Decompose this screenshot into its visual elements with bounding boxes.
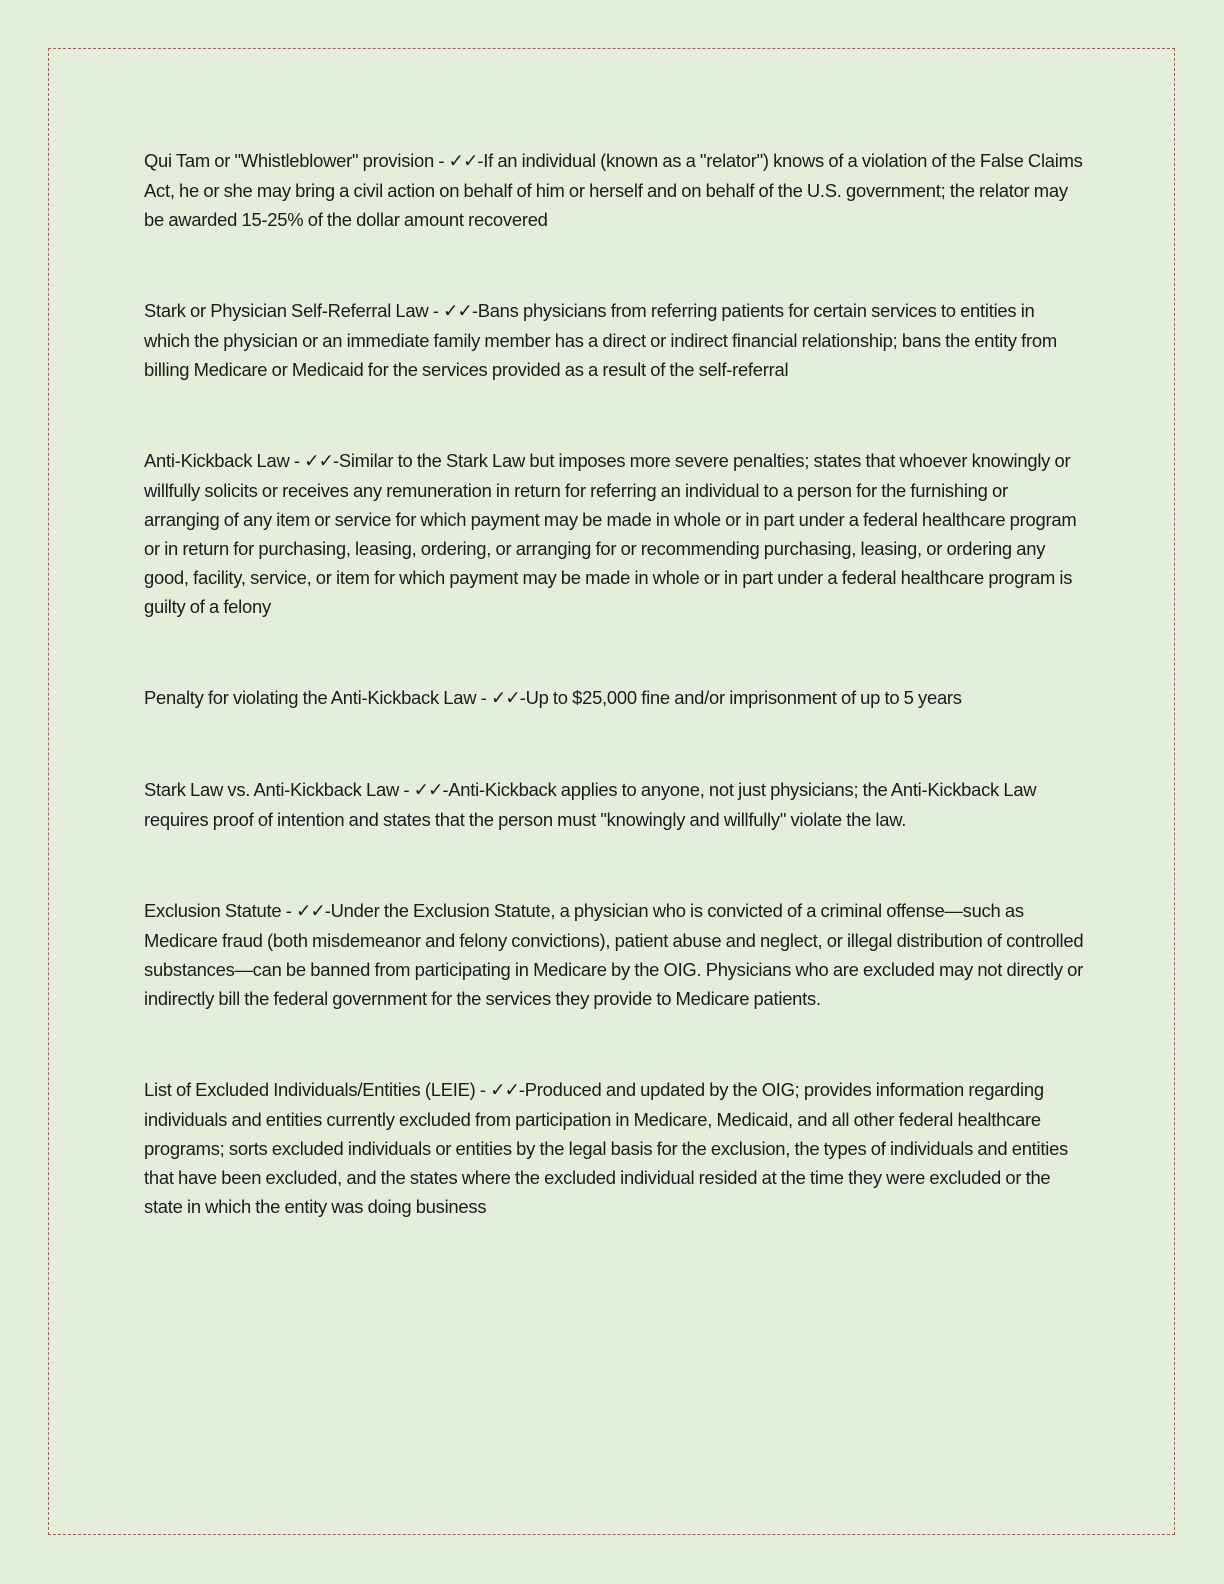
double-check-icon: ✓✓ (295, 901, 325, 922)
entry-term: Stark or Physician Self-Referral Law (144, 300, 429, 321)
double-check-icon: ✓✓ (413, 780, 443, 801)
entry-definition: Anti-Kickback applies to anyone, not just physicians; the Anti-Kickback Law requires proof of intention and states that the person must "knowingly and willfully" violate the law. (144, 779, 1037, 830)
flashcard-entry: Qui Tam or "Whistleblower" provision - ✓✓-If an individual (known as a "relator") knows of a violation of the False Claims Act, he or she may bring a civil action on behalf of him or herself and on behalf of the U.S. government; the relator may be awarded 15-25% of the dollar amount recovered (144, 150, 1083, 230)
entry-term: List of Excluded Individuals/Entities (LEIE) (144, 1079, 476, 1100)
flashcard-entry: Stark Law vs. Anti-Kickback Law - ✓✓-Anti-Kickback applies to anyone, not just physicians; the Anti-Kickback Law requires proof of intention and states that the person must "knowingly and willfully" violate the law. (144, 779, 1037, 830)
flashcard-entry: List of Excluded Individuals/Entities (LEIE) - ✓✓-Produced and updated by the OIG; provides information regarding individuals and entities currently excluded from participation in Medicare, Medicaid, and all other federal healthcare programs; sorts excluded individuals or entities by the legal basis for the exclusion, the types of individuals and entities that have been excluded, and the states where the excluded individual resided at the time they were excluded or the state in which the entity was doing business (144, 1079, 1068, 1217)
entry-term: Penalty for violating the Anti-Kickback Law (144, 687, 477, 708)
double-check-icon: ✓✓ (448, 151, 478, 172)
flashcard-entry: Exclusion Statute - ✓✓-Under the Exclusion Statute, a physician who is convicted of a criminal offense—such as Medicare fraud (both misdemeanor and felony convictions), patient abuse and neglect, or illegal distribution of controlled substances—can be banned from participating in Medicare by the OIG. Physicians who are excluded may not directly or indirectly bill the federal government for the services they provide to Medicare patients. (144, 900, 1084, 1009)
entry-term: Exclusion Statute (144, 900, 282, 921)
entry-definition: Produced and updated by the OIG; provides information regarding individuals and entities currently excluded from participation in Medicare, Medicaid, and all other federal healthcare programs; sorts excluded individuals or entities by the legal basis for the exclusion, the types of individuals and entities that have been excluded, and the states where the excluded individual resided at the time they were excluded or the state in which the entity was doing business (144, 1079, 1068, 1217)
double-check-icon: ✓✓ (490, 688, 520, 709)
double-check-icon: ✓✓ (304, 451, 333, 472)
flashcard-entry: Penalty for violating the Anti-Kickback Law - ✓✓-Up to $25,000 fine and/or imprisonment of up to 5 years (144, 687, 962, 709)
flashcard-list (144, 146, 1084, 1283)
double-check-icon: ✓✓ (442, 301, 472, 322)
entry-definition: Up to $25,000 fine and/or imprisonment of up to 5 years (525, 687, 962, 708)
entry-definition: Bans physicians from referring patients for certain services to entities in which the physician or an immediate family member has a direct or indirect financial relationship; bans the entity from billing Medicare or Medicaid for the services provided as a result of the self-referral (144, 300, 1057, 380)
entry-term: Stark Law vs. Anti-Kickback Law (144, 779, 399, 800)
entry-definition: Similar to the Stark Law but imposes more severe penalties; states that whoever knowingly or willfully solicits or receives any remuneration in return for referring an individual to a person for the furnishing or arranging of any item or service for which payment may be made in whole or in part under a federal healthcare program or in return for purchasing, leasing, ordering, or arranging for or recommending purchasing, leasing, or ordering any good, facility, service, or item for which payment may be made in whole or in part under a federal healthcare program is guilty of a felony (144, 450, 1077, 617)
flashcard-entry: Anti-Kickback Law - ✓✓-Similar to the Stark Law but imposes more severe penalties; states that whoever knowingly or willfully solicits or receives any remuneration in return for referring an individual to a person for the furnishing or arranging of any item or service for which payment may be made in whole or in part under a federal healthcare program or in return for purchasing, leasing, ordering, or arranging for or recommending purchasing, leasing, or ordering any good, facility, service, or item for which payment may be made in whole or in part under a federal healthcare program is guilty of a felony (144, 450, 1077, 617)
double-check-icon: ✓✓ (490, 1080, 519, 1101)
entry-definition: Under the Exclusion Statute, a physician who is convicted of a criminal offense—such as Medicare fraud (both misdemeanor and felony convictions), patient abuse and neglect, or illegal distribution of controlled substances—can be banned from participating in Medicare by the OIG. Physicians who are excluded may not directly or indirectly bill the federal government for the services they provide to Medicare patients. (144, 900, 1084, 1009)
entry-definition: If an individual (known as a "relator") knows of a violation of the False Claims Act, he or she may bring a civil action on behalf of him or herself and on behalf of the U.S. government; the relator may be awarded 15-25% of the dollar amount recovered (144, 150, 1083, 230)
entry-term: Qui Tam or "Whistleblower" provision (144, 150, 434, 171)
flashcard-entry: Stark or Physician Self-Referral Law - ✓✓-Bans physicians from referring patients for certain services to entities in which the physician or an immediate family member has a direct or indirect financial relationship; bans the entity from billing Medicare or Medicaid for the services provided as a result of the self-referral (144, 300, 1057, 380)
entry-term: Anti-Kickback Law (144, 450, 290, 471)
